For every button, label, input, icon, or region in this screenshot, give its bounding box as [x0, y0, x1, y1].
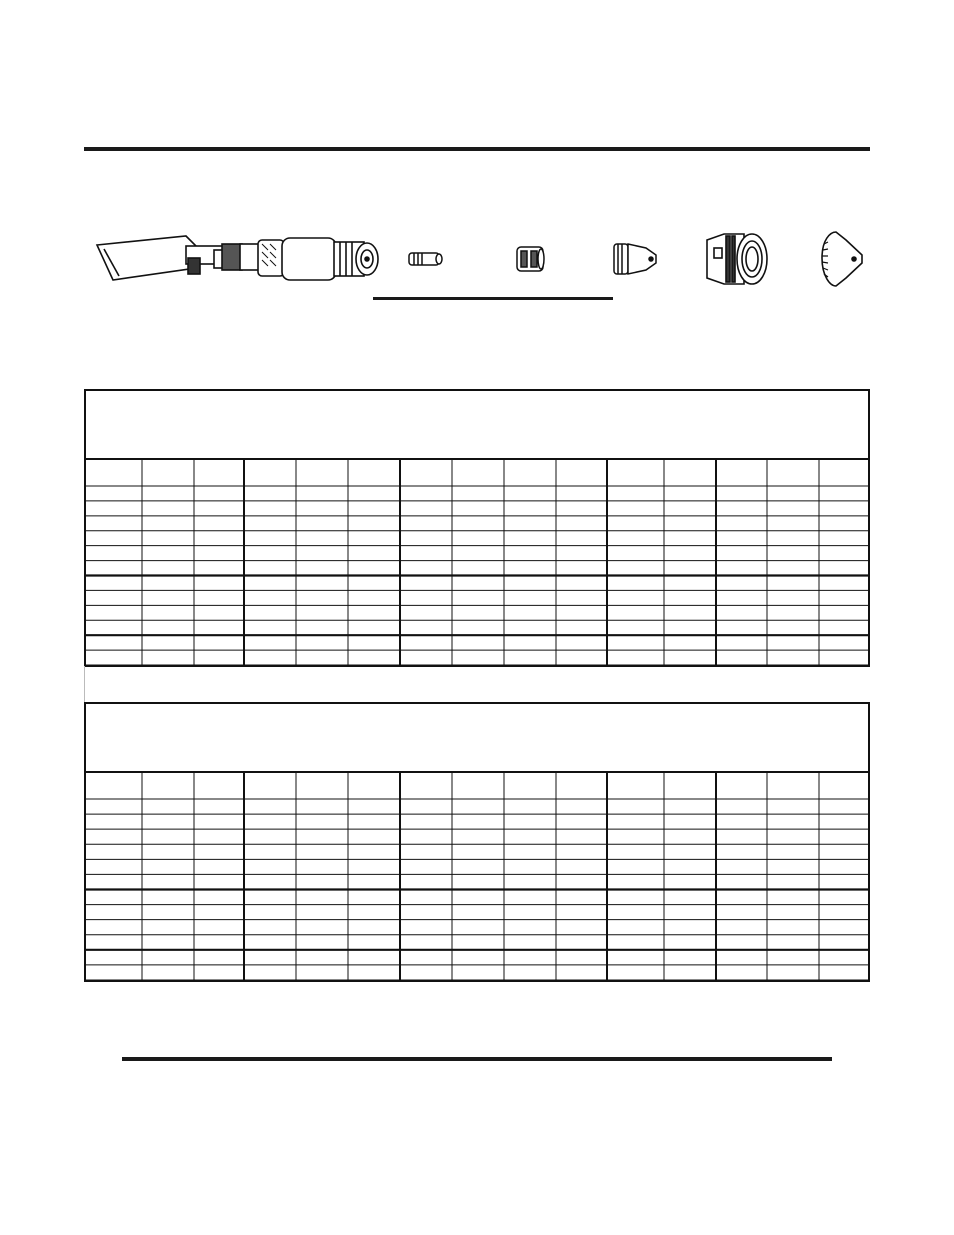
shield-cup-icon: [822, 232, 862, 286]
table-2-grid: [86, 704, 868, 980]
parts-diagram: [0, 0, 954, 320]
retaining-cup-icon: [707, 234, 767, 284]
electrode-icon: [409, 253, 442, 265]
bottom-rule: [122, 1057, 832, 1061]
parts-table-1: [84, 389, 870, 667]
swirl-ring-icon: [517, 247, 544, 271]
table-1-grid: [86, 391, 868, 665]
parts-underline: [373, 297, 613, 300]
tip-icon: [614, 244, 656, 274]
table-separator: [84, 666, 870, 702]
torch-handle-icon: [97, 236, 378, 280]
parts-table-2: [84, 702, 870, 982]
